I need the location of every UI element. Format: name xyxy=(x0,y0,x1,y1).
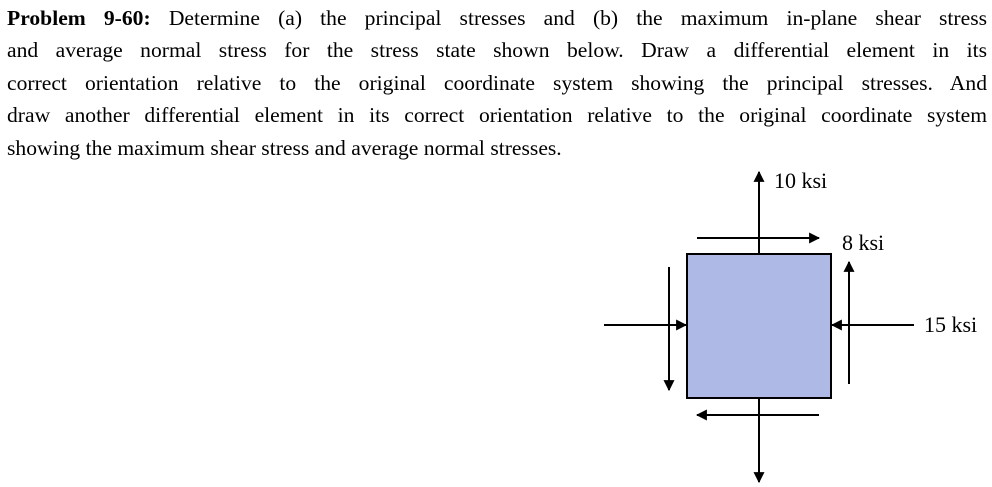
sigma-x-label: 15 ksi xyxy=(924,312,978,337)
problem-line-1-text: Determine (a) the principal stresses and (b) the maximum in-plane shear stress xyxy=(168,6,988,30)
sigma-y-label: 10 ksi xyxy=(774,168,828,193)
problem-line-2: and average normal stress for the stress state shown below. Draw a differential element in its xyxy=(7,38,987,63)
problem-line-4: draw another differential element in its correct orientation relative to the original coordinate system xyxy=(7,103,987,128)
problem-line-3: correct orientation relative to the original coordinate system showing the principal stresses. And xyxy=(7,70,987,95)
problem-line-5: showing the maximum shear stress and average normal stresses. xyxy=(7,135,562,160)
problem-label: Problem 9-60: xyxy=(7,6,151,30)
shear-stress-label: 8 ksi xyxy=(842,230,885,255)
stress-element-square xyxy=(687,254,831,398)
